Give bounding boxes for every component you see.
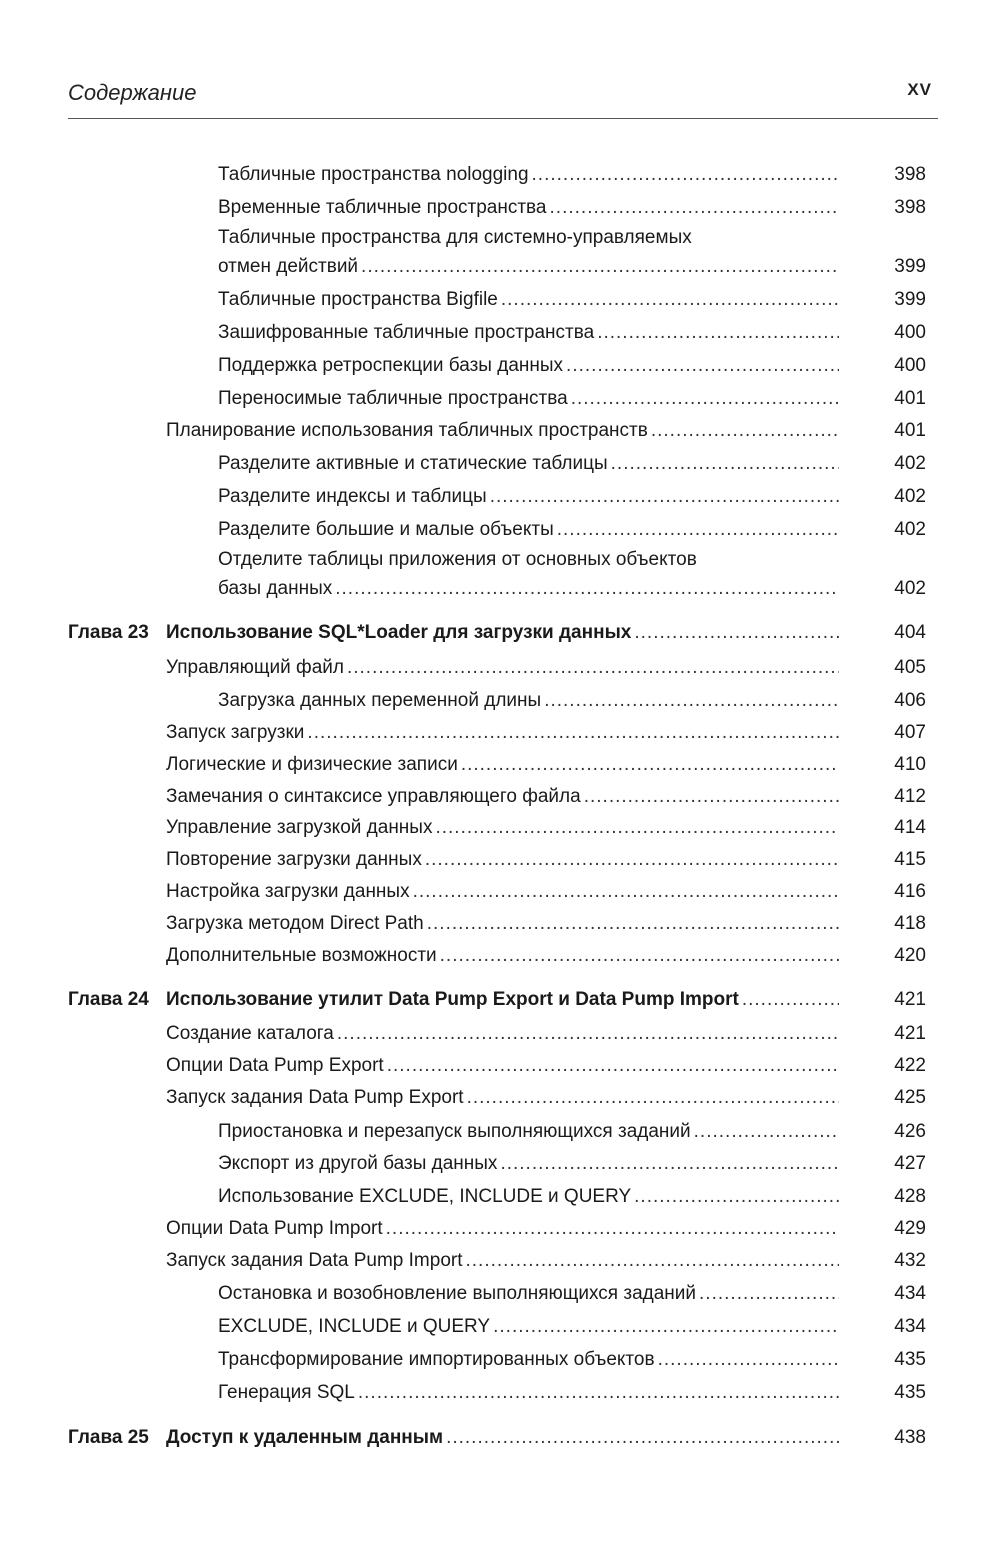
entry-page-number: 438 [894, 1427, 926, 1448]
dot-leader [361, 256, 839, 278]
entry-page-number: 435 [894, 1382, 926, 1403]
entry-title: Создание каталога [166, 1023, 334, 1044]
entry-title: отмен действий [218, 256, 359, 277]
running-header-title: Содержание [68, 80, 197, 105]
entry-page-number: 402 [894, 519, 926, 540]
dot-leader [387, 1055, 839, 1077]
dot-leader [634, 1186, 839, 1208]
entry-page-number: 406 [894, 690, 926, 711]
entry-page-number: 427 [894, 1153, 926, 1174]
dot-leader [544, 690, 839, 712]
entry-page-number: 412 [894, 786, 926, 807]
entry-page-number: 399 [894, 256, 926, 277]
dot-leader [651, 420, 839, 442]
entry-title: Использование SQL*Loader для загрузки данных [166, 622, 632, 643]
entry-title: Приостановка и перезапуск выполняющихся заданий [218, 1121, 691, 1142]
entry-page-number: 401 [894, 388, 926, 409]
entry-title: Планирование использования табличных пространств [166, 420, 648, 441]
dot-leader [435, 817, 839, 839]
entry-page-number: 400 [894, 355, 926, 376]
dot-leader [597, 322, 839, 344]
dot-leader [307, 722, 839, 744]
dot-leader [466, 1250, 840, 1272]
entry-title: Замечания о синтаксисе управляющего файла [166, 786, 581, 807]
entry-title: Поддержка ретроспекции базы данных [218, 355, 564, 376]
entry-title: Настройка загрузки данных [166, 881, 410, 902]
entry-page-number: 416 [894, 881, 926, 902]
entry-title: Зашифрованные табличные пространства [218, 322, 595, 343]
entry-page-number: 422 [894, 1055, 926, 1076]
entry-page-number: 434 [894, 1283, 926, 1304]
entry-title: Разделите большие и малые объекты [218, 519, 554, 540]
dot-leader [694, 1121, 839, 1143]
entry-title: Опции Data Pump Import [166, 1218, 383, 1239]
entry-title: Дополнительные возможности [166, 945, 437, 966]
dot-leader [550, 197, 839, 219]
entry-page-number: 432 [894, 1250, 926, 1271]
page-number: XV [907, 80, 932, 99]
dot-leader [557, 519, 839, 541]
entry-page-number: 402 [894, 486, 926, 507]
entry-page-number: 401 [894, 420, 926, 441]
entry-page-number: 407 [894, 722, 926, 743]
entry-page-number: 399 [894, 289, 926, 310]
entry-title: Загрузка методом Direct Path [166, 913, 424, 934]
dot-leader [335, 578, 839, 600]
entry-title: Использование утилит Data Pump Export и Data Pump Import [166, 989, 739, 1010]
dot-leader [571, 388, 839, 410]
entry-title: Запуск задания Data Pump Import [166, 1250, 463, 1271]
dot-leader [347, 657, 839, 679]
entry-title: Доступ к удаленным данным [166, 1427, 444, 1448]
dot-leader [658, 1349, 839, 1371]
entry-title: Разделите активные и статические таблицы [218, 453, 608, 474]
entry-title: Опции Data Pump Export [166, 1055, 384, 1076]
entry-page-number: 426 [894, 1121, 926, 1142]
dot-leader [634, 622, 839, 644]
entry-title: Генерация SQL [218, 1382, 355, 1403]
dot-leader [493, 1316, 839, 1338]
dot-leader [386, 1218, 839, 1240]
entry-title: Запуск загрузки [166, 722, 305, 743]
dot-leader [532, 164, 839, 186]
entry-page-number: 434 [894, 1316, 926, 1337]
dot-leader [501, 289, 839, 311]
entry-page-number: 429 [894, 1218, 926, 1239]
entry-title: Разделите индексы и таблицы [218, 486, 487, 507]
entry-page-number: 415 [894, 849, 926, 870]
entry-page-number: 398 [894, 197, 926, 218]
chapter-label: Глава 24 [68, 989, 149, 1010]
entry-page-number: 400 [894, 322, 926, 343]
entry-page-number: 402 [894, 453, 926, 474]
dot-leader [413, 881, 839, 903]
dot-leader [611, 453, 839, 475]
entry-title: Экспорт из другой базы данных [218, 1153, 498, 1174]
entry-title: Использование EXCLUDE, INCLUDE и QUERY [218, 1186, 632, 1207]
entry-title: EXCLUDE, INCLUDE и QUERY [218, 1316, 491, 1337]
entry-title: Управляющий файл [166, 657, 344, 678]
dot-leader [427, 913, 839, 935]
entry-title: Запуск задания Data Pump Export [166, 1087, 464, 1108]
dot-leader [699, 1283, 839, 1305]
entry-page-number: 428 [894, 1186, 926, 1207]
entry-page-number: 402 [894, 578, 926, 599]
entry-title: Остановка и возобновление выполняющихся заданий [218, 1283, 697, 1304]
entry-title-first-line: Табличные пространства для системно-управляемых [218, 227, 692, 248]
entry-title: Табличные пространства nologging [218, 164, 529, 185]
entry-title: Логические и физические записи [166, 754, 458, 775]
entry-page-number: 425 [894, 1087, 926, 1108]
entry-title: базы данных [218, 578, 333, 599]
entry-title-first-line: Отделите таблицы приложения от основных объектов [218, 549, 697, 570]
dot-leader [742, 989, 839, 1011]
entry-title: Трансформирование импортированных объектов [218, 1349, 655, 1370]
entry-title: Переносимые табличные пространства [218, 388, 568, 409]
dot-leader [500, 1153, 839, 1175]
dot-leader [337, 1023, 839, 1045]
entry-title: Загрузка данных переменной длины [218, 690, 542, 711]
entry-page-number: 410 [894, 754, 926, 775]
entry-title: Повторение загрузки данных [166, 849, 422, 870]
chapter-label: Глава 25 [68, 1427, 149, 1448]
entry-page-number: 420 [894, 945, 926, 966]
dot-leader [467, 1087, 839, 1109]
dot-leader [358, 1382, 839, 1404]
entry-page-number: 435 [894, 1349, 926, 1370]
entry-page-number: 414 [894, 817, 926, 838]
entry-page-number: 405 [894, 657, 926, 678]
dot-leader [425, 849, 839, 871]
dot-leader [461, 754, 839, 776]
entry-page-number: 421 [894, 989, 926, 1010]
dot-leader [584, 786, 839, 808]
dot-leader [490, 486, 839, 508]
dot-leader [446, 1427, 839, 1449]
entry-page-number: 404 [894, 622, 926, 643]
entry-page-number: 418 [894, 913, 926, 934]
entry-page-number: 398 [894, 164, 926, 185]
dot-leader [566, 355, 839, 377]
entry-title: Табличные пространства Bigfile [218, 289, 498, 310]
chapter-label: Глава 23 [68, 622, 149, 643]
entry-title: Управление загрузкой данных [166, 817, 433, 838]
entry-title: Временные табличные пространства [218, 197, 547, 218]
dot-leader [440, 945, 839, 967]
entry-page-number: 421 [894, 1023, 926, 1044]
